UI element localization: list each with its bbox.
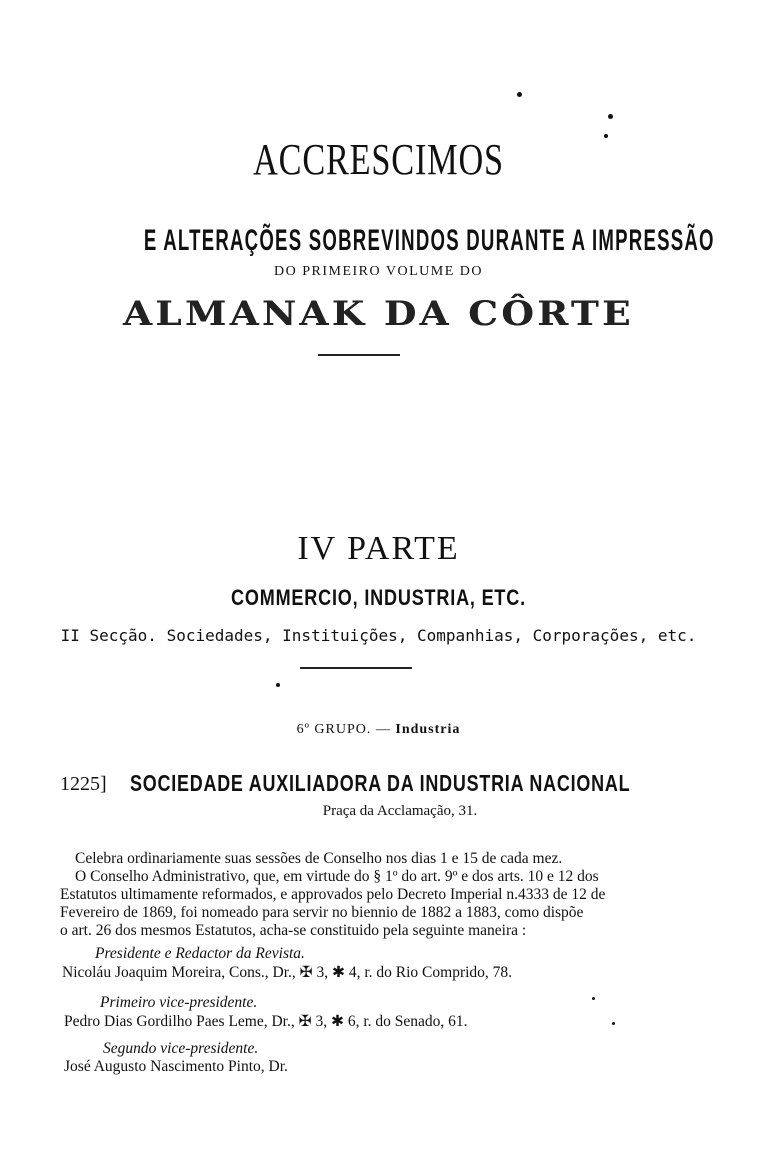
print-speck	[608, 114, 613, 119]
paragraph-line: O Conselho Administrativo, que, em virtude do § 1º do art. 9º e dos arts. 10 e 12 dos	[75, 868, 599, 885]
paragraph-line: Fevereiro de 1869, foi nomeado para servir no biennio de 1882 a 1883, como dispõe	[60, 904, 584, 921]
section-divider	[300, 667, 412, 669]
header-subtitle-volume: DO PRIMEIRO VOLUME DO	[274, 264, 483, 279]
print-speck	[276, 683, 280, 687]
publication-title: ALMANAK DA CÔRTE	[123, 294, 634, 334]
print-speck	[612, 1022, 615, 1025]
officer-person: Pedro Dias Gordilho Paes Leme, Dr., ✠ 3, ✱ 6, r. do Senado, 61.	[64, 1013, 468, 1030]
paragraph-line: Celebra ordinariamente suas sessões de Conselho nos dias 1 e 15 de cada mez.	[75, 850, 563, 867]
header-divider	[318, 354, 400, 356]
paragraph-line: o art. 26 dos mesmos Estatutos, acha-se constituido pela seguinte maneira :	[60, 922, 527, 939]
entry-name: SOCIEDADE AUXILIADORA DA INDUSTRIA NACIONAL	[130, 770, 631, 796]
group-prefix: 6º GRUPO. —	[296, 722, 391, 737]
entry-address: Praça da Acclamação, 31.	[322, 803, 478, 819]
group-heading	[0, 722, 757, 738]
entry-number: 1225]	[60, 773, 107, 795]
officer-role: Primeiro vice-presidente.	[100, 994, 258, 1011]
officer-person: Nicoláu Joaquim Moreira, Cons., Dr., ✠ 3, ✱ 4, r. do Rio Comprido, 78.	[62, 964, 513, 981]
header-title: ACCRESCIMOS	[253, 135, 504, 184]
paragraph-line: Estatutos ultimamente reformados, e approvados pelo Decreto Imperial n.4333 de 12 de	[60, 886, 606, 903]
print-speck	[592, 997, 595, 1000]
section-heading: II Secção. Sociedades, Instituições, Companhias, Corporações, etc.	[60, 626, 697, 645]
header-subtitle: E ALTERAÇÕES SOBREVINDOS DURANTE A IMPRESSÃO	[143, 224, 715, 257]
part-subtitle: COMMERCIO, INDUSTRIA, ETC.	[231, 585, 526, 610]
group-name: Industria	[395, 722, 461, 737]
officer-person: José Augusto Nascimento Pinto, Dr.	[64, 1058, 288, 1075]
print-speck	[517, 92, 522, 97]
officer-role: Presidente e Redactor da Revista.	[95, 945, 305, 962]
part-title: IV PARTE	[297, 530, 460, 567]
officer-role: Segundo vice-presidente.	[103, 1040, 259, 1057]
